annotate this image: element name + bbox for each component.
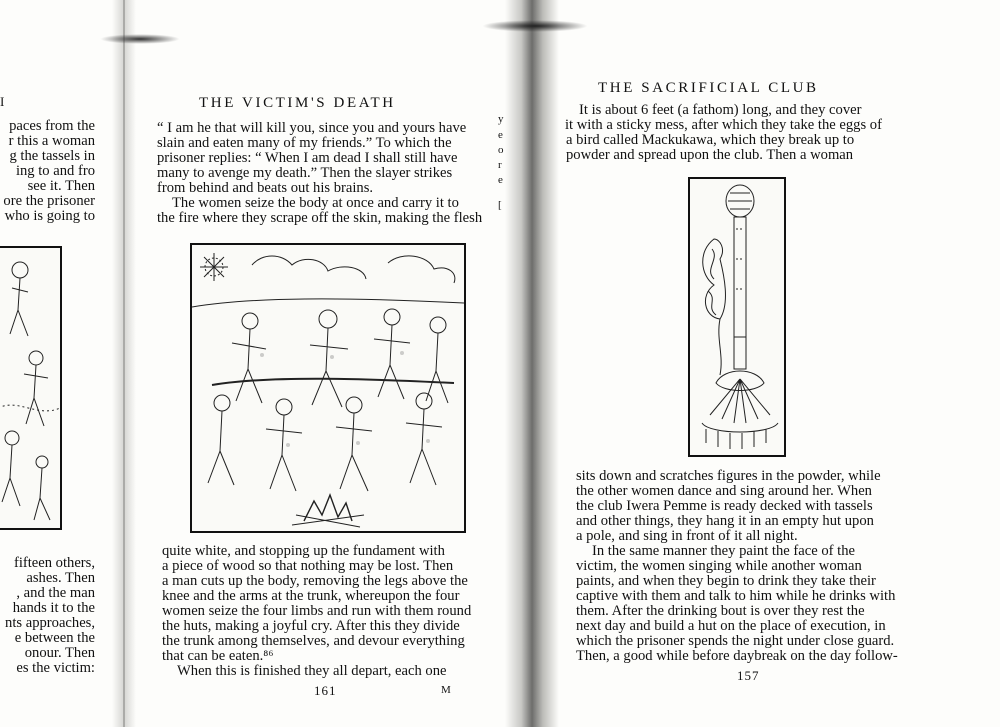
body-line: which the prisoner spends the night under close guard. [576,633,895,649]
body-line: the huts, making a joyful cry. After this they divide [162,618,460,634]
body-line: quite white, and stopping up the fundament with [162,543,445,559]
woodcut-partial [0,246,62,530]
margin-glyph: y [498,113,504,125]
body-line: and other things, they hang it in an empty hut upon [576,513,874,529]
body-line: It is about 6 feet (a fathom) long, and they cover [579,102,862,118]
body-line: Then, a good while before daybreak on the day follow- [576,648,898,664]
body-line: slain and eaten many of my friends.” To which the [157,135,452,151]
body-line: In the same manner they paint the face of the [592,543,855,559]
body-line: a piece of wood so that nothing may be lost. Then [162,558,454,574]
body-line: the fire where they scrape off the skin, making the flesh [157,210,483,226]
body-line: a pole, and sing in front of it all night. [576,528,798,544]
body-line: it with a sticky mess, after which they take the eggs of [565,117,882,133]
gutter-shadow-center [505,0,559,727]
signature-mark: M [441,684,452,696]
edge-line: g the tassels in [9,148,95,164]
edge-line: who is going to [4,208,95,224]
fold-shadow-center [482,20,588,32]
edge-line: e between the [14,630,95,646]
edge-line: r this a woman [8,133,95,149]
woodcut-dance-illustration [190,243,466,533]
page-number-left: 161 [314,683,337,698]
body-line: victim, the women singing while another woman [576,558,862,574]
woodcut-club-illustration [688,177,786,457]
margin-glyph: e [498,174,503,186]
edge-line: onour. Then [24,645,95,661]
body-line: sits down and scratches figures in the powder, while [576,468,881,484]
roman-mark: I [0,94,5,109]
body-line: many to avenge my death.” Then the slayer strikes [157,165,453,181]
page-number-right: 157 [737,668,760,683]
margin-glyph: [ [498,199,502,211]
body-line: women seize the four limbs and run with them round [162,603,472,619]
margin-glyph: e [498,129,503,141]
body-line: a man cuts up the body, removing the legs above the [162,573,468,589]
edge-line: fifteen others, [13,555,95,571]
body-line: powder and spread upon the club. Then a woman [566,147,854,163]
margin-glyph: r [498,159,502,171]
body-line: from behind and beats out his brains. [157,180,374,196]
running-head-right: THE SACRIFICIAL CLUB [598,80,819,96]
body-line: “ I am he that will kill you, since you and yours have [157,120,467,136]
body-line: the club Iwera Pemme is ready decked with tassels [576,498,873,514]
edge-line: see it. Then [27,178,95,194]
body-line: captive with them and talk to him while he drinks with [576,588,896,604]
body-line: the other women dance and sing around her. When [576,483,872,499]
edge-line: paces from the [9,118,95,134]
body-line: paints, and when they begin to drink they take their [576,573,876,589]
body-line: The women seize the body at once and carry it to [172,195,459,211]
fold-shadow-left [100,34,180,44]
edge-line: ore the prisoner [3,193,95,209]
body-line: prisoner replies: “ When I am dead I shall still have [157,150,458,166]
edge-line: nts approaches, [5,615,95,631]
edge-line: hands it to the [12,600,95,616]
edge-line: ing to and fro [15,163,95,179]
body-line: knee and the arms at the trunk, whereupon the four [162,588,460,604]
body-line: a bird called Mackukawa, which they break up to [566,132,855,148]
edge-line: , and the man [16,585,95,601]
edge-line: es the victim: [16,660,95,676]
body-line: that can be eaten.⁸⁶ [162,648,274,664]
running-head-left: THE VICTIM'S DEATH [199,95,396,111]
edge-line: ashes. Then [26,570,95,586]
body-line: the trunk among themselves, and devour everything [162,633,465,649]
body-line: them. After the drinking bout is over they rest the [576,603,865,619]
body-line: next day and build a hut on the place of execution, in [576,618,886,634]
gutter-shadow-left [112,0,136,727]
body-line: When this is finished they all depart, each one [177,663,447,679]
margin-glyph: o [498,144,504,156]
